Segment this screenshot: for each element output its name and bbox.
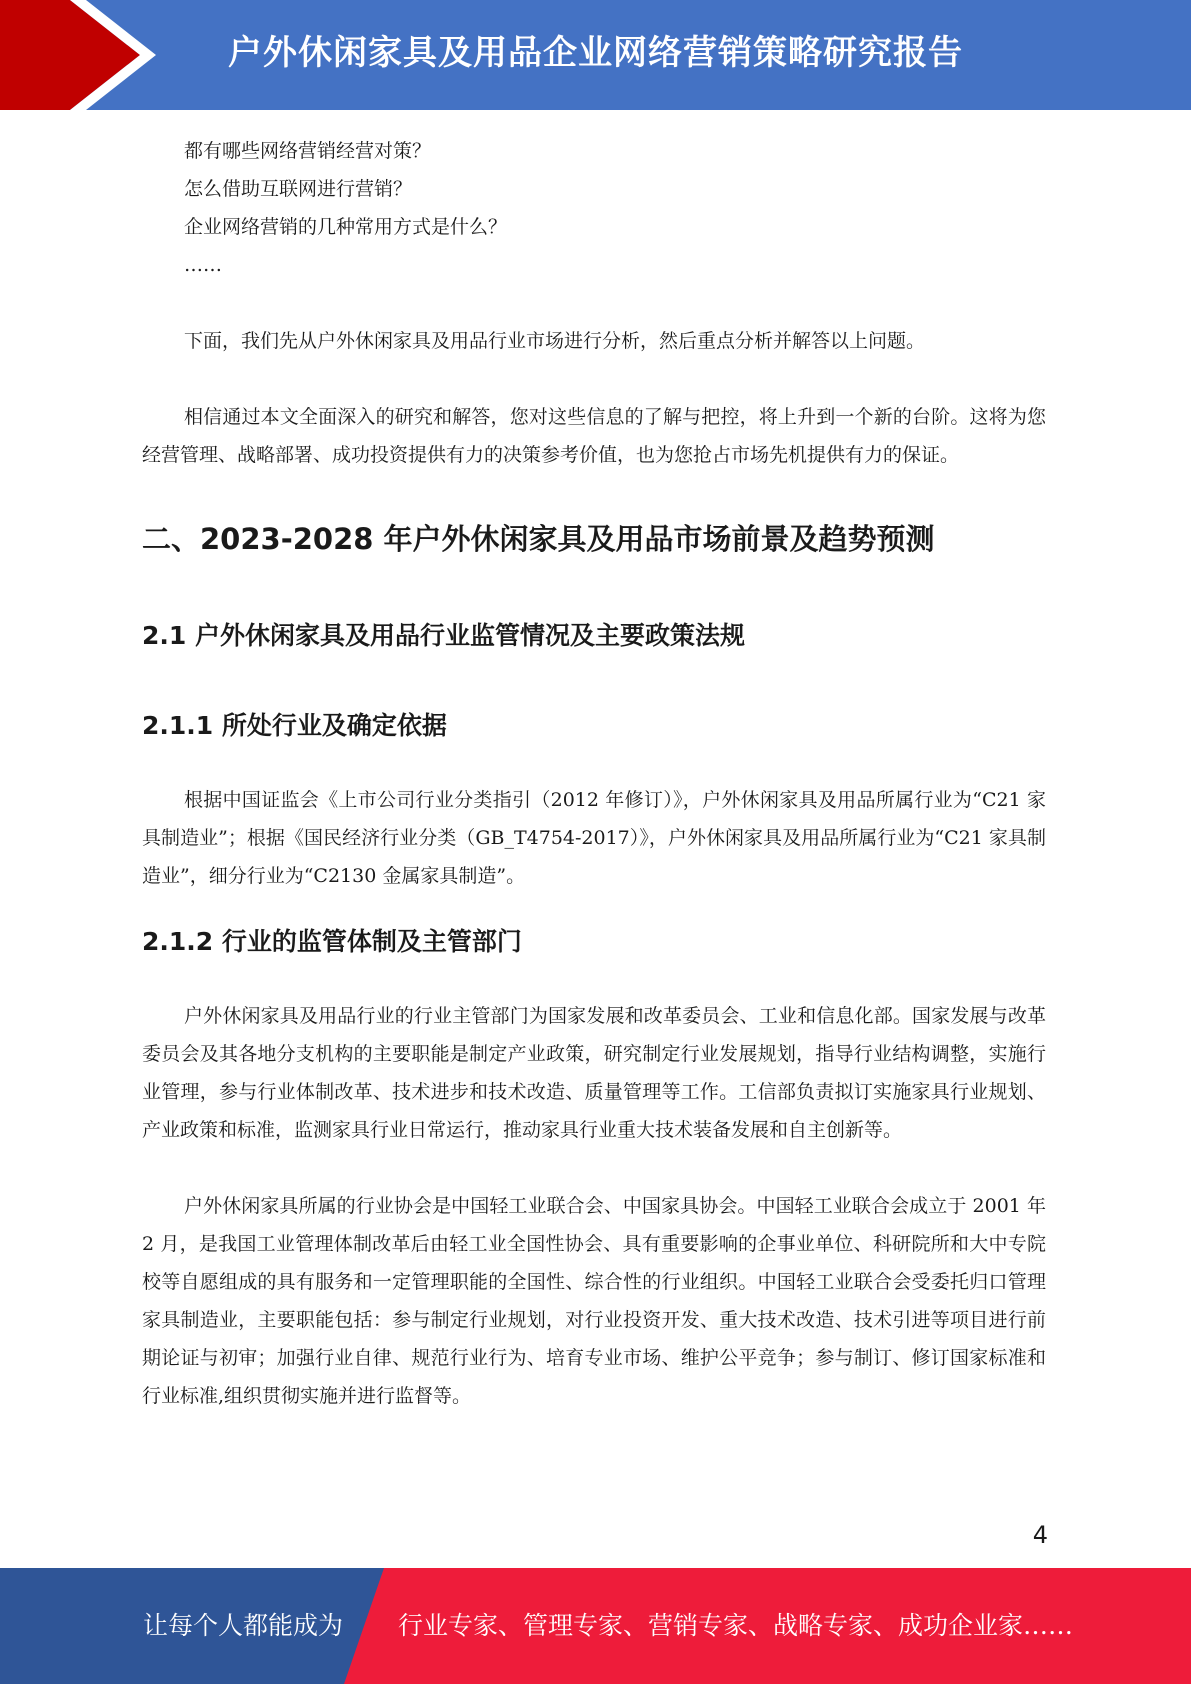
page-footer: [0, 1568, 1191, 1684]
subsubsection-heading: 2.1.1 所处行业及确定依据: [142, 711, 447, 740]
header-red-chevron: [0, 0, 140, 110]
footer-slogan-left: 让每个人都能成为: [143, 1611, 344, 1640]
page-number: 4: [1032, 1521, 1048, 1549]
body-paragraph: 户外休闲家具及用品行业的行业主管部门为国家发展和改革委员会、工业和信息化部。国家发展与改革委员会及其各地分支机构的主要职能是制定产业政策，研究制定行业发展规划，指导行业结构调整，实施行业管理，参与行业体制改革、技术进步和技术改造、质量管理等工作。工信部负责拟订实施家具行业规划、产业政策和标准，监测家具行业日常运行，推动家具行业重大技术装备发展和自主创新等。: [142, 1005, 1046, 1141]
body-paragraph: 根据中国证监会《上市公司行业分类指引（2012 年修订）》，户外休闲家具及用品所属行业为“C21 家具制造业”；根据《国民经济行业分类（GB_T4754-2017）》，户外休闲家具及用品所属行业为“C21 家具制造业”，细分行业为“C2130 金属家具制造”。: [142, 789, 1046, 887]
footer-slogan-right: 行业专家、管理专家、营销专家、战略专家、成功企业家……: [398, 1611, 1074, 1640]
question-ellipsis: ……: [184, 254, 222, 276]
intro-paragraph: 下面，我们先从户外休闲家具及用品行业市场进行分析，然后重点分析并解答以上问题。: [184, 330, 926, 352]
intro-paragraph: 相信通过本文全面深入的研究和解答，您对这些信息的了解与把控，将上升到一个新的台阶。这将为您经营管理、战略部署、成功投资提供有力的决策参考价值，也为您抢占市场先机提供有力的保证。: [142, 406, 1046, 466]
subsection-heading: 2.1 户外休闲家具及用品行业监管情况及主要政策法规: [142, 621, 745, 650]
question-item: 企业网络营销的几种常用方式是什么？: [184, 216, 508, 238]
question-item: 都有哪些网络营销经营对策？: [184, 140, 432, 162]
page-header: [0, 0, 1191, 110]
subsubsection-heading: 2.1.2 行业的监管体制及主管部门: [142, 927, 522, 956]
question-list: [142, 132, 1046, 284]
question-item: 怎么借助互联网进行营销？: [184, 178, 413, 200]
page-content: [142, 132, 1046, 1415]
body-paragraph: 户外休闲家具所属的行业协会是中国轻工业联合会、中国家具协会。中国轻工业联合会成立于 2001 年 2 月，是我国工业管理体制改革后由轻工业全国性协会、具有重要影响的企事业单位、科研院所和大中专院校等自愿组成的具有服务和一定管理职能的全国性、综合性的行业组织。中国轻工业联合会受委托归口管理家具制造业，主要职能包括：参与制定行业规划，对行业投资开发、重大技术改造、技术引进等项目进行前期论证与初审；加强行业自律、规范行业行为、培育专业市场、维护公平竞争；参与制订、修订国家标准和行业标准,组织贯彻实施并进行监督等。: [142, 1195, 1046, 1407]
report-title: 户外休闲家具及用品企业网络营销策略研究报告: [228, 33, 963, 73]
section-heading: 二、2023-2028 年户外休闲家具及用品市场前景及趋势预测: [142, 522, 935, 556]
